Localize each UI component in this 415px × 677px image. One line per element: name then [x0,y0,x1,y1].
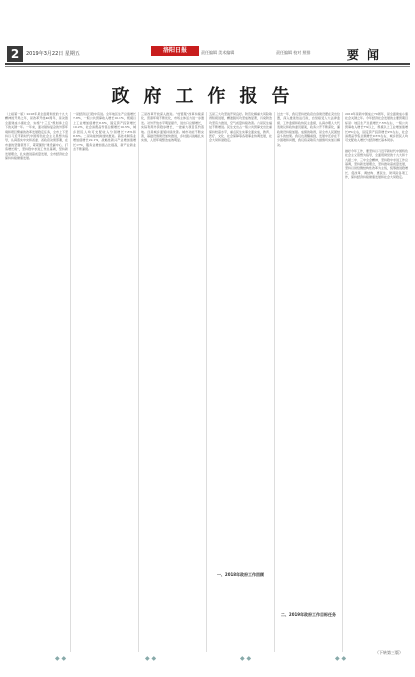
page-number: 2 [7,46,23,62]
column-text: 做好今年工作，要坚持以习近平新时代中国特色社会主义思想为指导，全面贯彻党的十九大和十九届二中、三中全会精神，坚持稳中求进工作总基调，坚持新发展理念，坚持推动高质量发展，坚持以供给侧结构性改革为主线，统筹推进稳增长、促改革、调结构、惠民生、防风险各项工作，保持经济持续健康发展和社会大局稳定。 [345,148,408,180]
text-column-3 [141,112,204,652]
text-column-6 [345,112,408,652]
column-divider [138,112,139,652]
footer-ornament: ◆ ◆ [335,655,347,662]
editor-info-2: 责任编辑 校对 照排 [276,50,311,55]
text-column-5 [277,112,340,652]
date-line: 2019年3月22日 星期五 [26,51,80,57]
text-column-4 [209,112,272,652]
newspaper-masthead: 洛阳日报 [151,46,199,56]
header-rule-thin [5,66,410,67]
column-text: 2019年是新中国成立70周年，是全面建成小康社会关键之年。今年经济社会发展的主要预期目标是：地区生产总值增长7.5%左右，一般公共预算收入增长7%以上，规模以上工业增加值增长8%左右，固定资产投资增长9%左右，社会消费品零售总额增长9.5%左右，城乡居民人均可支配收入增长与经济增长基本同步。 [345,112,408,143]
footer-ornament: ◆ ◆ [240,655,252,662]
text-column-1 [5,112,68,652]
article-body [5,112,410,652]
footer-ornament: ◆ ◆ [145,655,157,662]
column-text: 五是三大攻坚战开局良好。防范化解重大风险取得积极进展，精准脱贫攻坚成效显著，污染防治攻坚有力推进，空气质量持续改善。六是民生福祉不断增进。民生支出占一般公共预算支出比重保持较高水平，重点民生实事全面完成，教育、医疗、文化、社会保障等各项事业协调发展，社会大局和谐稳定。 [209,112,272,143]
column-divider [70,112,71,652]
column-text: 过去一年，我们坚持把政府自身建设摆在突出位置，深入推进依法行政，自觉接受人大法律监督、工作监督和政协民主监督，认真办理人大代表建议和政协委员提案，政务公开不断深化，廉政建设持续加强。成绩的取得，是全市人民团结奋斗的结果。我们也清醒看到，发展中还存在不少困难和问题，我们将采取有力措施切实加以解决。 [277,112,340,147]
column-text: 三是改革开放深入推进。“放管服”改革持续深化，营商环境不断优化，市场主体活力进一步激发。对外开放水平明显提升，进出口总额增长，实际利用外资稳步增长，一批重大项目签约落地。四是城乡面貌持续改善。城市功能不断完善，基础设施建设加快推进，乡村振兴战略扎实实施，人居环境整治成效明显。 [141,112,204,143]
column-divider [342,112,343,652]
section-subhead: 一、2018年政府工作回顾 [216,572,265,577]
page-footer [0,655,415,663]
article-headline: 政府工作报告 [111,86,304,107]
continued-note: （下转第三版） [375,650,403,655]
footer-ornament: ◆ ◆ [55,655,67,662]
column-text: 2018年是全面贯彻党的十九大精神的开局之年，是改革开放40周年，是决胜全面建成小康社会、实施“十三五”规划承上启下的关键一年。一年来，面对错综复杂的外部环境和艰巨繁重的改革发展稳定任务，全市上下坚持以习近平新时代中国特色社会主义思想为指导，认真落实中央和省委、省政府决策部署，在市委的坚强领导下，紧紧围绕“建设副中心、打造增长极”，坚持稳中求进工作总基调，坚持新发展理念，扎实推进高质量发展，全市经济社会保持持续健康发展。 [5,112,68,161]
column-lead: （上接第一版） [5,112,27,116]
section-title: 要 闻 [346,48,381,62]
page-header [0,0,415,62]
header-rule [5,63,410,65]
column-divider [206,112,207,652]
editor-info-1: 责任编辑 美术编辑 [201,50,235,55]
text-column-2 [73,112,136,652]
column-text: 一是经济运行稳中有进。全年地区生产总值增长7.8%，一般公共预算收入增长10.1%，规模以上工业增加值增长8.6%，固定资产投资增长10.2%，社会消费品零售总额增长10.5%，城乡居民人均可支配收入分别增长7.8%和8.6%。二是动能转换加快推进。高技术制造业增加值增长22.1%，战略性新兴产业增加值增长17%，服务业增加值占比提高，新产业新业态不断涌现。 [73,112,136,152]
section-subhead: 二、2019年政府工作目标任务 [280,612,337,617]
column-divider [274,112,275,652]
